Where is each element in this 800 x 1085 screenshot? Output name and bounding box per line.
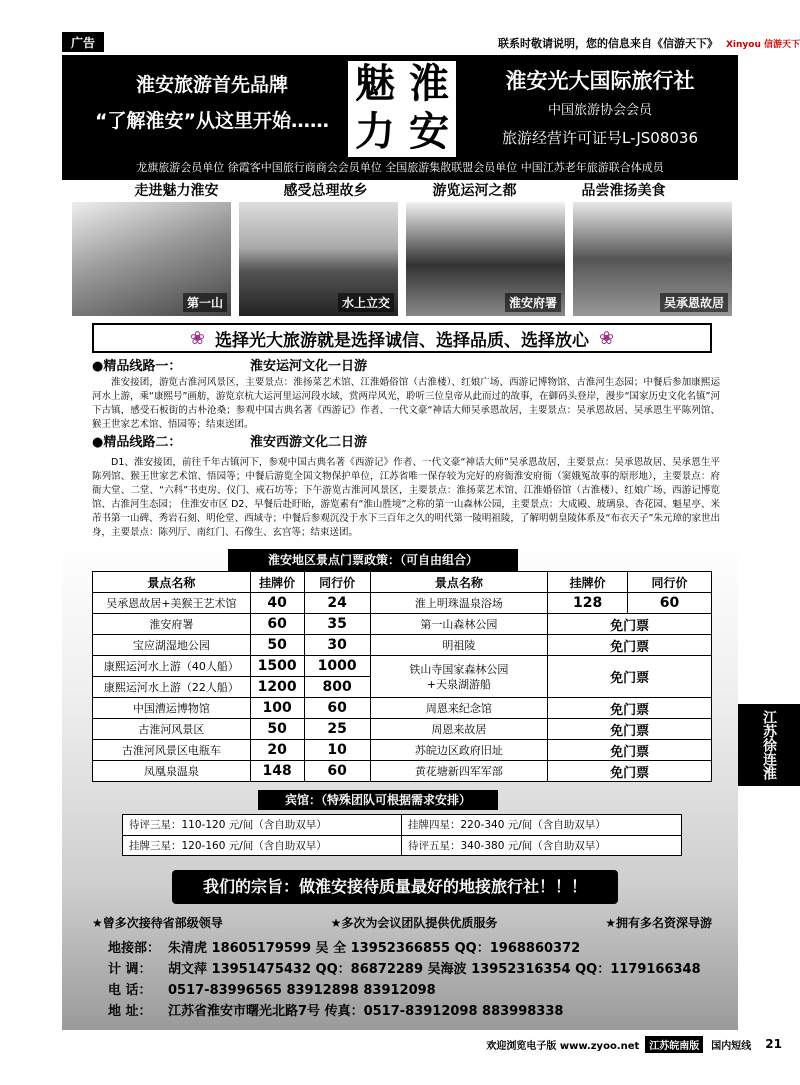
photo-wu-chengen-home (573, 202, 732, 316)
spot-name: 古淮河风景区 (93, 719, 251, 740)
hotel-price-grid (122, 814, 682, 856)
photo-caption: 水上立交 (338, 293, 394, 312)
spot-name: 周恩来故居 (370, 719, 548, 740)
slogan-line-2: “了解淮安”从这里开始…… (95, 110, 329, 132)
page-footer (62, 1034, 800, 1054)
hotel-item: 待评五星：340-380 元/间（含自助双早） (408, 840, 606, 852)
free-admission: 免门票 (548, 656, 712, 698)
spot-name: +天泉湖游船 (426, 677, 491, 691)
spot-name: 康熙运河水上游（40人船） (93, 656, 251, 677)
contact-block (108, 938, 728, 1022)
browse-link-text[interactable]: 欢迎浏览电子版 www.zyoo.net (486, 1040, 640, 1052)
contact-label: 地接部： (108, 941, 161, 956)
table-row (93, 593, 712, 614)
list-price: 40 (250, 593, 304, 614)
spot-name: 中国漕运博物馆 (93, 698, 251, 719)
table-row (93, 698, 712, 719)
member-units: 龙旗旅游会员单位 徐霞客中国旅行商商会会员单位 全国旅游集散联盟会员单位 中国江苏老年旅游联合体成员 (136, 161, 664, 174)
contact-row (108, 1001, 728, 1022)
ticket-policy-heading: 淮安地区景点门票政策：（可自由组合） (228, 549, 518, 571)
spot-name: 淮安府署 (93, 614, 251, 635)
route-1-title (92, 357, 712, 377)
ticket-price-table (92, 571, 712, 782)
spot-name: 黄花塘新四军军部 (370, 761, 548, 782)
spot-name: 凤凰泉温泉 (93, 761, 251, 782)
motto-banner (92, 323, 712, 353)
logo-char: 安 (409, 108, 449, 155)
top-notice-bar (62, 30, 800, 56)
logo-char: 淮 (409, 60, 449, 107)
route-label: ●精品线路一： (92, 359, 182, 374)
slogan-item: 走进魅力淮安 (134, 183, 219, 199)
contact-label: 计 调： (108, 962, 152, 977)
photo-caption: 第一山 (183, 293, 227, 312)
contact-value: 胡文萍 13951475432 QQ：86872289 吴海波 13952316354 QQ：1179166348 (168, 962, 701, 977)
list-price: 148 (250, 761, 304, 782)
peer-price: 800 (304, 677, 370, 698)
region-side-tab: 江苏徐连淮 (738, 704, 800, 786)
peer-price: 35 (304, 614, 370, 635)
logo-char: 力 (355, 108, 395, 155)
slogan-item: 感受总理故乡 (283, 183, 368, 199)
spot-name-combined (370, 656, 548, 698)
mission-banner: 我们的宗旨：做淮安接待质量最好的地接旅行社！！！ (172, 870, 618, 904)
list-price: 1500 (250, 656, 304, 677)
charm-huaian-logo (348, 61, 456, 157)
spot-name: 明祖陵 (370, 635, 548, 656)
photo-first-mountain (72, 202, 231, 316)
free-admission: 免门票 (548, 635, 712, 656)
route-2-description: D1、淮安接团，前往千年古镇河下，参观中国古典名著《西游记》作者、一代文豪“神话大师”吴承恩故居，主要景点：吴承恩故居、吴承恩生平陈列馆、猴王世家艺术馆、悟园等；中餐后游览全国文物保护单位，江苏省唯一保存较为完好的府衙淮安府衙（窦娥冤故事的原形地），主要景点：府衙大堂、二堂、“六科”书吏房、仪门、戒石坊等；下午游览古淮河风景区，主要景点：淮扬菜艺术馆、江淮婚俗馆（古淮楼）、红娘广场、西游记博览馆、古淮河生态园； 住淮安市区 D2、早餐后赴盱眙，游览素有“淮山胜境”之称的第一山森林公园，主要景点：大成殿、玻璃泉、杏花园、魁星亭、米芾书第一山碑、秀岩石刻、明伦堂、西域寺；中餐后参观沉没于水下三百年之久的明代第一陵明祖陵，了解明朝皇陵体系及“布衣天子”朱元璋的家世出身，主要景点：陈列厅、南红门、石像生、玄宫等；结束送团。 (92, 457, 720, 538)
list-price: 50 (250, 719, 304, 740)
scenic-photo-strip (72, 202, 732, 316)
tourism-slogans (62, 180, 738, 202)
agency-license: 旅游经营许可证号L-JS08036 (501, 129, 698, 147)
flower-icon: ❀ (599, 327, 615, 349)
motto-text: 选择光大旅游就是选择诚信、选择品质、选择放心 (215, 330, 589, 351)
feature-list (92, 912, 712, 934)
free-admission: 免门票 (548, 761, 712, 782)
spot-name: 第一山森林公园 (370, 614, 548, 635)
route-2-title (92, 433, 712, 453)
free-admission: 免门票 (548, 614, 712, 635)
hotel-item: 挂牌四星：220-340 元/间（含自助双早） (402, 815, 681, 836)
feature-item: ★曾多次接待省部级领导 (92, 916, 223, 930)
spot-name: 康熙运河水上游（22人船） (93, 677, 251, 698)
peer-price: 60 (304, 761, 370, 782)
spot-name: 古淮河风景区电瓶车 (93, 740, 251, 761)
table-row (93, 656, 712, 677)
flower-icon: ❀ (189, 327, 205, 349)
col-spot-name: 景点名称 (370, 572, 548, 593)
col-list-price: 挂牌价 (548, 572, 628, 593)
contact-value: 0517-83996565 83912898 83912098 (168, 983, 436, 998)
spot-name: 宝应湖湿地公园 (93, 635, 251, 656)
contact-row (108, 938, 728, 959)
agency-name: 淮安光大国际旅行社 (505, 69, 695, 93)
peer-price: 1000 (304, 656, 370, 677)
list-price: 60 (250, 614, 304, 635)
peer-price: 10 (304, 740, 370, 761)
photo-huaian-office (406, 202, 565, 316)
edition-badge: 江苏皖南版 (645, 1036, 703, 1053)
col-list-price: 挂牌价 (250, 572, 304, 593)
header-slogan (82, 67, 342, 139)
contact-row (108, 959, 728, 980)
feature-item: ★拥有多名资深导游 (605, 916, 712, 930)
source-notice: 联系时敬请说明，您的信息来自《信游天下》 (497, 37, 718, 50)
free-admission: 免门票 (548, 698, 712, 719)
peer-price: 25 (304, 719, 370, 740)
list-price: 100 (250, 698, 304, 719)
list-price: 1200 (250, 677, 304, 698)
list-price: 50 (250, 635, 304, 656)
spot-name: 周恩来纪念馆 (370, 698, 548, 719)
route-label: ●精品线路二： (92, 435, 182, 450)
logo-char: 魅 (355, 60, 395, 107)
contact-label: 地 址： (108, 1004, 152, 1019)
contact-value: 朱清虎 18605179599 吴 全 13952366855 QQ：1968860372 (168, 941, 581, 956)
agency-membership: 中国旅游协会会员 (547, 103, 652, 118)
feature-item: ★多次为会议团队提供优质服务 (330, 916, 498, 930)
contact-row (108, 980, 728, 1001)
table-row (93, 614, 712, 635)
table-header-row (93, 572, 712, 593)
free-admission: 免门票 (548, 740, 712, 761)
hotel-item: 挂牌三星：120-160 元/间（含自助双早） (123, 836, 402, 856)
list-price: 20 (250, 740, 304, 761)
col-peer-price: 同行价 (304, 572, 370, 593)
contact-value: 江苏省淮安市曙光北路7号 传真：0517-83912098 883998338 (168, 1004, 564, 1019)
page-number: 21 (765, 1037, 782, 1051)
agency-info (462, 63, 738, 153)
free-admission: 免门票 (548, 719, 712, 740)
photo-caption: 淮安府署 (505, 293, 561, 312)
agency-header (62, 55, 738, 180)
route-name: 淮安运河文化一日游 (250, 359, 368, 374)
table-row (93, 761, 712, 782)
hotel-item: 待评三星：110-120 元/间（含自助双早） (123, 815, 402, 836)
list-price: 128 (548, 593, 628, 614)
spot-name: 苏皖边区政府旧址 (370, 740, 548, 761)
photo-caption: 吴承恩故居 (660, 293, 728, 312)
brand-logo-text: Xinyou 信游天下 (725, 39, 800, 50)
spot-name: 吴承恩故居+美猴王艺术馆 (93, 593, 251, 614)
peer-price: 60 (628, 593, 712, 614)
peer-price: 24 (304, 593, 370, 614)
contact-label: 电 话： (108, 983, 152, 998)
spot-name: 淮上明珠温泉浴场 (370, 593, 548, 614)
table-row (93, 635, 712, 656)
spot-name: 铁山寺国家森林公园 (409, 662, 509, 676)
route-name: 淮安西游文化二日游 (250, 435, 368, 450)
ad-tag: 广告 (62, 32, 104, 52)
section-name: 国内短线 (711, 1040, 752, 1052)
photo-water-overpass (239, 202, 398, 316)
hotel-heading: 宾馆：（特殊团队可根据需求安排） (258, 790, 498, 810)
peer-price: 60 (304, 698, 370, 719)
slogan-line-1: 淮安旅游首先品牌 (135, 74, 288, 96)
slogan-item: 品尝淮扬美食 (581, 183, 666, 199)
slogan-item: 游览运河之都 (432, 183, 517, 199)
table-row (93, 740, 712, 761)
peer-price: 30 (304, 635, 370, 656)
table-row (93, 719, 712, 740)
col-spot-name: 景点名称 (93, 572, 251, 593)
route-1-description: 淮安接团，游览古淮河风景区，主要景点：淮扬菜艺术馆、江淮婚俗馆（古淮楼）、红娘广场、西游记博物馆、古淮河生态园；中餐后参加康熙运河水上游，乘“康熙号”画舫，游览京杭大运河里运河段水域，赏两岸风光，聆听三位皇帝从此而过的故事，在御码头登岸，漫步“国家历史文化名镇”河下古镇，感受石板街的古朴沧桑；参观中国古典名著《西游记》作者、一代文豪“神话大师吴承恩故居，主要景点：吴承恩故居、吴承恩生平陈列馆、猴王世家艺术馆、悟园等；结束送团。 (92, 377, 720, 430)
col-peer-price: 同行价 (628, 572, 712, 593)
